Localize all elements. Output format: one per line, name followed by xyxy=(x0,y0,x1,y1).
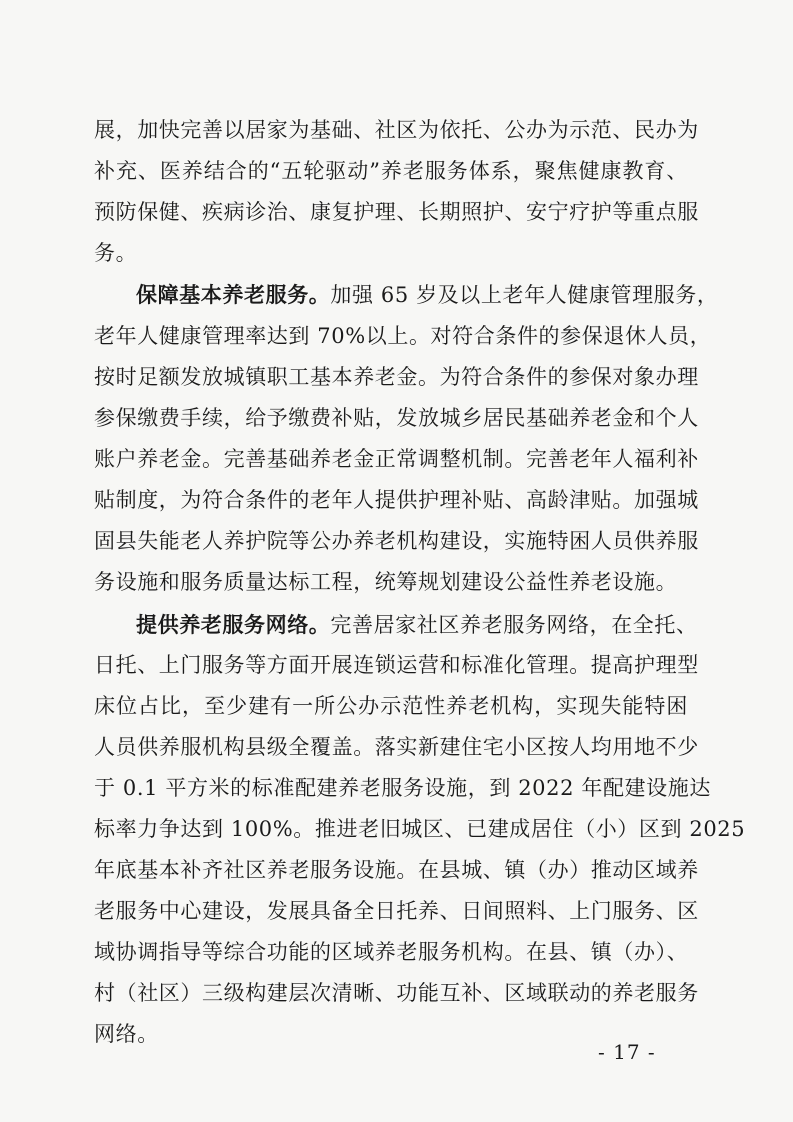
section-heading: 提供养老服务网络。 xyxy=(136,611,331,637)
text-line: 展，加快完善以居家为基础、社区为依托、公办为示范、民办为 xyxy=(94,117,699,142)
paragraph-first-line xyxy=(136,605,698,645)
text-line: 务设施和服务质量达标工程，统筹规划建设公益性养老设施。 xyxy=(94,569,678,594)
text-line: 标率力争达到 100%。推进老旧城区、已建成居住（小）区到 2025 xyxy=(94,817,746,842)
text-line: 务。 xyxy=(94,240,138,265)
text-line: 于 0.1 平方米的标准配建养老服务设施，到 2022 年配建设施达 xyxy=(94,776,711,801)
text-line: 人员供养服机构县级全覆盖。落实新建住宅小区按人均用地不少 xyxy=(94,735,699,760)
text-line: 网络。 xyxy=(94,1021,159,1046)
text-line: 补充、医养结合的“五轮驱动”养老服务体系，聚焦健康教育、 xyxy=(94,158,688,183)
text-line: 参保缴费手续，给予缴费补贴，发放城乡居民基础养老金和个人 xyxy=(94,406,699,431)
text-line: 贴制度，为符合条件的老年人提供护理补贴、高龄津贴。加强城 xyxy=(94,487,699,512)
text-line: 日托、上门服务等方面开展连锁运营和标准化管理。提高护理型 xyxy=(94,653,699,678)
text-line: 年底基本补齐社区养老服务设施。在县城、镇（办）推动区域养 xyxy=(94,858,699,883)
text-run: 加强 65 岁及以上老年人健康管理服务， xyxy=(330,283,719,308)
text-line: 老服务中心建设，发展具备全日托养、日间照料、上门服务、区 xyxy=(94,898,699,923)
text-line: 账户养老金。完善基础养老金正常调整机制。完善老年人福利补 xyxy=(94,446,699,471)
text-line: 床位占比，至少建有一所公办示范性养老机构，实现失能特困 xyxy=(94,694,688,719)
text-line: 村（社区）三级构建层次清晰、功能互补、区域联动的养老服务 xyxy=(94,980,699,1005)
text-run: 完善居家社区养老服务网络，在全托、 xyxy=(330,612,698,637)
text-line: 按时足额发放城镇职工基本养老金。为符合条件的参保对象办理 xyxy=(94,365,699,390)
page-number: - 17 - xyxy=(598,1040,656,1064)
text-line: 老年人健康管理率达到 70%以上。对符合条件的参保退休人员， xyxy=(94,324,712,349)
text-line: 固县失能老人养护院等公办养老机构建设，实施特困人员供养服 xyxy=(94,528,699,553)
text-line: 域协调指导等综合功能的区域养老服务机构。在县、镇（办）、 xyxy=(94,939,689,964)
text-line: 预防保健、疾病诊治、康复护理、长期照护、安宁疗护等重点服 xyxy=(94,199,699,224)
section-heading: 保障基本养老服务。 xyxy=(136,282,331,308)
paragraph-first-line xyxy=(136,275,719,315)
